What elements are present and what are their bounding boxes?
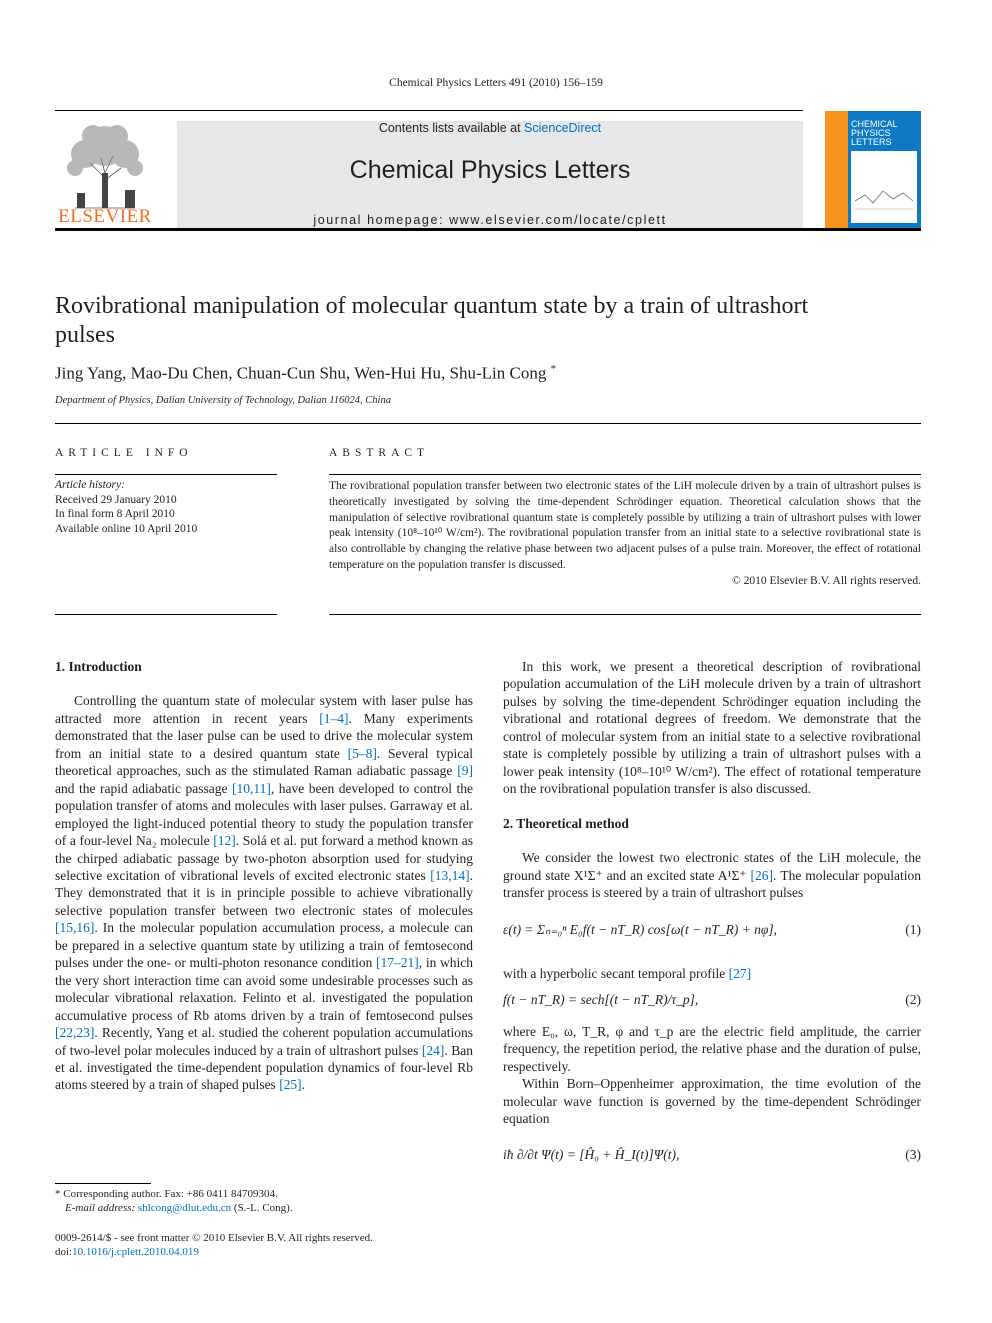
citation-link[interactable]: [24]: [421, 1042, 445, 1058]
citation-link[interactable]: [15,16]: [55, 920, 95, 936]
elsevier-tree-icon: [55, 118, 155, 210]
abstract-copyright: © 2010 Elsevier B.V. All rights reserved.: [732, 574, 921, 587]
publisher-name: ELSEVIER: [58, 206, 152, 227]
citation-link[interactable]: [13,14]: [430, 867, 470, 883]
contents-line: Contents lists available at ScienceDirect: [378, 121, 602, 135]
running-header: Chemical Physics Letters 491 (2010) 156–159: [389, 77, 603, 89]
masthead-rule: [55, 228, 921, 231]
equation-number: (1): [905, 922, 921, 938]
left-column: [55, 658, 473, 1094]
body-paragraph: with a hyperbolic secant temporal profile [27]: [503, 966, 752, 982]
intro-paragraph: Controlling the quantum state of molecular system with laser pulse has attracted more attention in recent years [1–4]. Many experiments demonstrated that the laser pulse can be used to drive the molecular system from an initial state to a desired quantum state [5–8]. Several typical theoretical approaches, such as the stimulated Raman adiabatic passage [9] and the rapid adiabatic passage [10,11], have been developed to control the population transfer of atoms and molecules with laser pulses. Garraway et al. employed the light-induced potential theory to study the population transfer of a four-level Na₂ molecule [12]. Solá et al. put forward a method known as the chirped adiabatic passage by two-photon absorption used for studying selective excitation of vibrational levels of excited electronic states [13,14]. They demonstrated that it is in principle possible to achieve vibrationally selective population transfer between two electronic states of molecules [15,16]. In the molecular population accumulation process, a molecule can be prepared in a selective quantum state by utilizing a train of femtosecond pulses under the one- or multi-photon resonance condition [17–21], in which the very short interaction time can avoid some undesirable processes such as molecular vibrational relaxation. Felinto et al. investigated the population accumulative process of Rb atoms driven by a train of femtosecond pulses [22,23]. Recently, Yang et al. studied the coherent population accumulations of two-level polar molecules induced by a train of ultrashort pulses [24]. Ban et al. investigated the time-dependent population dynamics of four-level Rb atoms steered by a train of shaped pulses [25].: [55, 693, 473, 1093]
abstract-heading: ABSTRACT: [329, 447, 430, 459]
body-paragraph: where E₀, ω, T_R, φ and τ_p are the electric field amplitude, the carrier frequency, the repetition period, the relative phase and the duration of pulse, respectively.: [503, 1023, 921, 1074]
cover-graphic: [851, 151, 917, 223]
front-matter: 0009-2614/$ - see front matter © 2010 Elsevier B.V. All rights reserved. doi:10.1016/j.cplett.2010.04.019: [55, 1232, 373, 1258]
journal-title: Chemical Physics Letters: [349, 156, 631, 184]
citation-link[interactable]: [12]: [213, 833, 236, 849]
doi-link[interactable]: 10.1016/j.cplett.2010.04.019: [72, 1246, 199, 1258]
footnote: * Corresponding author. Fax: +86 0411 84709304. E-mail address: shlcong@dlut.edu.cn (S.-L. Cong).: [55, 1188, 293, 1214]
citation-link[interactable]: [5–8]: [347, 745, 377, 761]
equation-2: f(t − nT_R) = sech[(t − nT_R)/τ_p], (2): [503, 991, 921, 1007]
corresponding-author-mark[interactable]: *: [550, 363, 557, 375]
abstract-intensity: 10⁸–10¹⁰ W/cm²: [401, 527, 478, 540]
citation-link[interactable]: [22,23]: [55, 1025, 95, 1041]
body-paragraph: We consider the lowest two electronic states of the LiH molecule, the ground state X¹Σ⁺ and an excited state A¹Σ⁺ [26]. The molecular population transfer process is steered by a train of ultrashort pulses: [503, 850, 921, 900]
info-rule: [55, 423, 921, 424]
article-info-heading: ARTICLE INFO: [55, 447, 193, 459]
section-heading-theoretical-method: 2. Theoretical method: [503, 815, 629, 831]
citation-link[interactable]: [1–4]: [319, 710, 349, 726]
elsevier-logo: [55, 118, 155, 228]
citation-link[interactable]: [9]: [457, 763, 473, 779]
body-paragraph: In this work, we present a theoretical description of rovibrational population accumulation of the LiH molecule driven by a train of ultrashort pulses by solving the time-dependent Schrödinger equation including the vibrational and rotational degrees of freedom. We demonstrate that the control of molecular system from an initial state to a selective rovibrational state is completely possible by utilizing a train of ultrashort pulses with a lower peak intensity (10⁸–10¹⁰ W/cm²). The effect of rotational temperature on the rovibrational population transfer is also discussed.: [503, 659, 922, 797]
section-heading-introduction: 1. Introduction: [55, 659, 142, 674]
article-title: Rovibrational manipulation of molecular quantum state by a train of ultrashort pulses: [55, 293, 809, 348]
journal-homepage[interactable]: journal homepage: www.elsevier.com/locate/cplett: [313, 213, 667, 227]
affiliation: Department of Physics, Dalian University of Technology, Dalian 116024, China: [55, 395, 391, 406]
footnote-rule: [55, 1183, 151, 1184]
abstract-text: The rovibrational population transfer between two electronic states of the LiH molecule driven by a train of ultrashort pulses is theoretically investigated by solving the time-dependent Schrödinger equation. Theoretical calculation shows that the manipulation of selective rovibrational quantum state is completely possible by utilizing a train of ultrashort pulses with lower peak intensity (10⁸–10¹⁰ W/cm²). The rovibrational population transfer from an initial state to a selective rovibrational state is also controllable by changing the relative phase between two adjacent pulses of a pulse train. Moreover, the effect of rotational temperature on the population transfer is discussed. © 2010 Elsevier B.V. All rights reserved.: [329, 479, 921, 590]
right-column: [503, 658, 921, 1164]
equation-1: ε(t) = Σₙ₌₀ⁿ E₀f(t − nT_R) cos[ω(t − nT_R) + nφ], (1): [503, 922, 921, 938]
citation-link[interactable]: [26]: [750, 867, 773, 883]
equation-3: iħ ∂/∂t Ψ(t) = [Ĥ₀ + Ĥ_I(t)]Ψ(t), (3): [503, 1146, 921, 1162]
citation-link[interactable]: [17–21]: [376, 955, 419, 971]
author-list: Jing Yang, Mao-Du Chen, Chuan-Cun Shu, Wen-Hui Hu, Shu-Lin Cong *: [55, 363, 557, 383]
equation-number: (2): [905, 991, 921, 1007]
cover-plot-icon: [851, 151, 917, 223]
equation-number: (3): [905, 1146, 921, 1162]
body-paragraph: Within Born–Oppenheimer approximation, the time evolution of the molecular wave function is governed by the time-dependent Schrödinger equation: [503, 1076, 921, 1127]
citation-link[interactable]: [10,11]: [231, 780, 271, 796]
header-rule: [55, 110, 803, 111]
journal-cover-image: CHEMICAL PHYSICS LETTERS: [825, 111, 921, 229]
sciencedirect-link[interactable]: ScienceDirect: [524, 121, 602, 135]
email-link[interactable]: shlcong@dlut.edu.cn: [137, 1202, 232, 1214]
citation-link[interactable]: [27]: [728, 966, 752, 982]
article-history: Article history: Received 29 January 2010 In final form 8 April 2010 Available online 10 April 2010: [55, 479, 198, 535]
citation-link[interactable]: [25]: [279, 1077, 302, 1093]
